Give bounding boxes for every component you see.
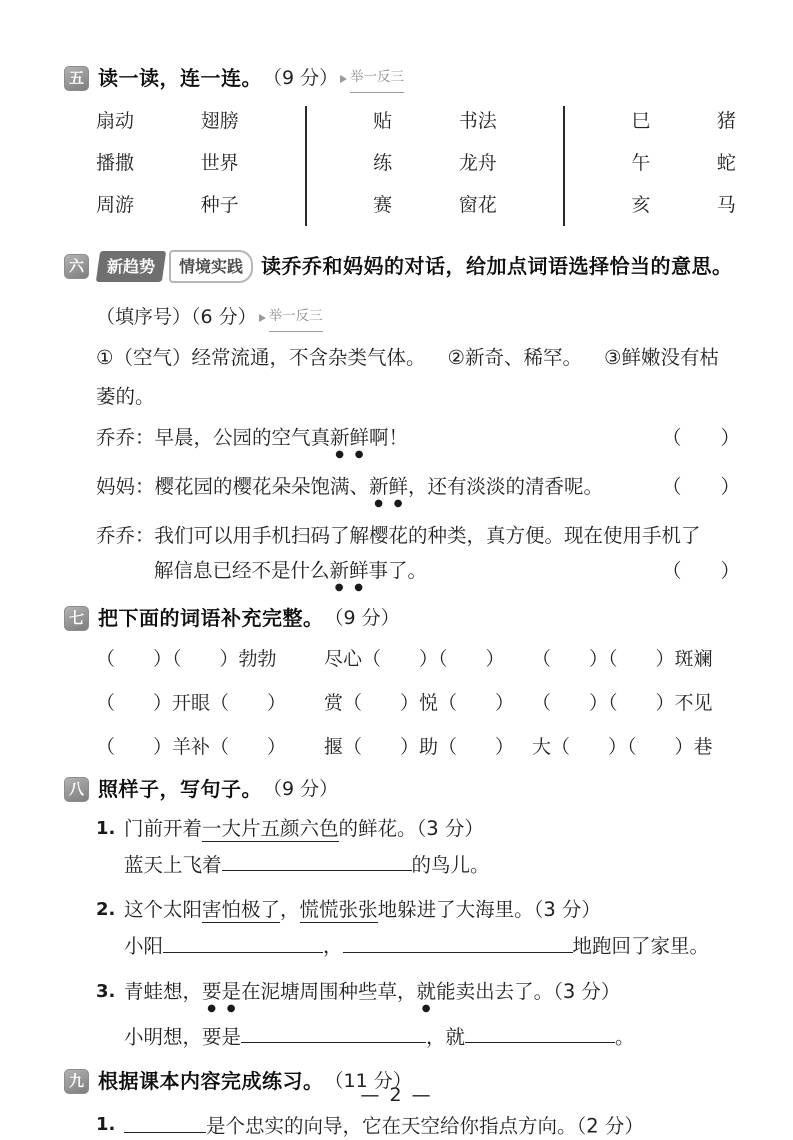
section-9-badge: 九 — [64, 1069, 89, 1094]
match-col-chars-left — [373, 108, 392, 219]
match-cell[interactable]: 巳 — [631, 110, 651, 132]
answer-blank[interactable]: （ ） — [661, 426, 740, 449]
emphasized-word: 新鲜 — [330, 426, 370, 449]
section-8-badge: 八 — [64, 777, 89, 802]
table-divider — [563, 106, 565, 226]
section-6-subtitle-line — [96, 303, 740, 332]
section-6-badge: 六 — [64, 254, 89, 279]
section-5-heading — [64, 64, 740, 93]
word-blank-item[interactable]: 赏（ ）悦（ ） — [324, 692, 515, 714]
word-row — [96, 734, 740, 761]
fill-blank[interactable] — [343, 931, 573, 952]
dialog-text-continued: 解信息已经不是什么新鲜事了。 （ ） — [154, 557, 740, 593]
word-row — [96, 646, 740, 673]
section-5-title: 读一读，连一连。 — [98, 66, 262, 90]
fill-blank[interactable] — [163, 931, 323, 952]
word-blank-item[interactable]: （ ）羊补（ ） — [96, 736, 287, 758]
dialog-line-2 — [96, 473, 740, 509]
meaning-options-wrap — [96, 379, 740, 414]
match-cell[interactable]: 贴 — [373, 110, 393, 132]
dialog-line-3 — [96, 522, 740, 593]
item-number: 1. — [96, 1114, 116, 1136]
page-number: — 2 — — [360, 1084, 433, 1106]
option-3: ③鲜嫩没有枯 — [603, 346, 719, 369]
fill-sentence-2: 小阳 ， 地跑回了家里。 — [124, 931, 740, 961]
option-3-continued: 萎的。 — [96, 385, 155, 408]
section-5-badge: 五 — [64, 66, 89, 91]
fill-blank[interactable] — [124, 1111, 206, 1132]
tag-label: 举一反三 — [350, 64, 404, 93]
item-number: 2. — [96, 899, 116, 921]
dialog-text: 乔乔：我们可以用手机扫码了解樱花的种类，真方便。现在使用手机了 — [96, 524, 701, 547]
arrow-right-icon — [259, 314, 266, 322]
match-col-words-right — [201, 108, 239, 219]
section-8-score: （9 分） — [263, 778, 339, 800]
section-5-score: （9 分） — [263, 67, 339, 89]
section-9-score: （11 分） — [324, 1070, 412, 1093]
arrow-right-icon — [340, 75, 347, 83]
answer-blank[interactable]: （ ） — [661, 559, 740, 582]
match-cell[interactable]: 马 — [716, 194, 736, 216]
section-7-badge: 七 — [64, 606, 89, 631]
word-blank-item[interactable]: （ ）（ ）斑斓 — [532, 648, 713, 670]
dialog-text: 乔乔：早晨，公园的空气真新鲜啊！ — [96, 426, 409, 449]
section-6-title: 读乔乔和妈妈的对话，给加点词语选择恰当的意思。 — [261, 254, 733, 278]
section-6-heading — [64, 250, 740, 283]
section-6-subtitle: （填序号）（6 分） — [96, 306, 257, 328]
match-cell[interactable]: 龙舟 — [458, 152, 497, 174]
match-cell[interactable]: 蛇 — [716, 152, 736, 174]
match-col-branches — [631, 108, 650, 219]
word-blank-item[interactable]: 大（ ）（ ）巷 — [532, 736, 713, 758]
match-cell[interactable]: 练 — [373, 152, 393, 174]
fill-question-1: 1. 是个忠实的向导，它在天空给你指点方向。（2 分） — [96, 1111, 740, 1139]
fill-blank[interactable] — [465, 1022, 615, 1043]
emphasized-word: 要是 — [202, 979, 242, 1003]
match-cell[interactable]: 窗花 — [458, 194, 497, 216]
context-practice-badge: 情境实践 — [169, 250, 253, 283]
match-cell[interactable]: 午 — [631, 152, 651, 174]
fill-sentence-1: 蓝天上飞着 的鸟儿。 — [124, 850, 740, 880]
underlined-phrase: 慌慌张张 — [299, 898, 378, 922]
section-8-title: 照样子，写句子。 — [98, 777, 262, 801]
matching-table — [96, 108, 736, 226]
emphasized-word: 新鲜 — [329, 559, 369, 582]
section-7-heading — [64, 605, 740, 632]
example-sentence-1: 1. 门前开着一大片五颜六色的鲜花。（3 分） — [96, 817, 484, 840]
underlined-phrase: 一大片五颜六色 — [202, 817, 339, 840]
option-1: ①（空气）经常流通，不含杂类气体。 — [96, 346, 426, 369]
word-blank-item[interactable]: 揠（ ）助（ ） — [324, 736, 515, 758]
fill-blank[interactable] — [241, 1022, 426, 1043]
meaning-options — [96, 340, 740, 375]
match-cell[interactable]: 翅膀 — [200, 110, 239, 132]
match-cell[interactable]: 赛 — [373, 194, 393, 216]
option-2: ②新奇、稀罕。 — [447, 346, 582, 369]
section-7-title: 把下面的词语补充完整。 — [98, 606, 324, 630]
example-sentence-2: 2. 这个太阳害怕极了，慌慌张张地躲进了大海里。（3 分） — [96, 898, 601, 922]
fill-blank[interactable] — [222, 850, 412, 871]
match-col-chars-right — [459, 108, 497, 219]
match-cell[interactable]: 书法 — [458, 110, 497, 132]
tag-label: 举一反三 — [269, 303, 323, 332]
tag-juyifansan[interactable] — [259, 303, 323, 332]
underlined-phrase: 害怕极了 — [202, 898, 281, 922]
tag-juyifansan[interactable] — [340, 64, 404, 93]
match-col-zodiac — [717, 108, 736, 219]
example-sentence-3: 3. 青蛙想，要是在泥塘周围种些草，就能卖出去了。（3 分） — [96, 978, 740, 1014]
fill-sentence-3: 小明想，要是 ，就 。 — [124, 1022, 740, 1052]
word-blank-item[interactable]: （ ）（ ）勃勃 — [96, 648, 277, 670]
match-col-words-left — [96, 108, 134, 219]
answer-blank[interactable]: （ ） — [661, 475, 740, 498]
match-cell[interactable]: 周游 — [96, 194, 135, 216]
item-number: 3. — [96, 980, 116, 1002]
table-divider — [305, 106, 307, 226]
match-cell[interactable]: 扇动 — [96, 110, 135, 132]
word-completion-grid — [96, 646, 740, 761]
match-cell[interactable]: 亥 — [631, 194, 651, 216]
word-blank-item[interactable]: （ ）（ ）不见 — [532, 692, 713, 714]
word-row — [96, 690, 740, 717]
item-number: 1. — [96, 818, 116, 839]
dialog-line-1 — [96, 424, 740, 460]
match-cell[interactable]: 种子 — [200, 194, 239, 216]
match-cell[interactable]: 猪 — [716, 110, 736, 132]
word-blank-item[interactable]: 尽心（ ）（ ） — [324, 648, 505, 670]
section-7-score: （9 分） — [324, 607, 400, 629]
section-8-heading — [64, 776, 740, 803]
emphasized-word: 新鲜 — [369, 475, 409, 498]
word-blank-item[interactable]: （ ）开眼（ ） — [96, 692, 287, 714]
dialog-text: 妈妈：樱花园的樱花朵朵饱满、新鲜，还有淡淡的清香呢。 — [96, 475, 604, 498]
new-trend-badge: 新趋势 — [96, 251, 166, 282]
section-9-title: 根据课本内容完成练习。 — [98, 1069, 324, 1094]
emphasized-word: 就 — [416, 979, 437, 1003]
match-cell[interactable]: 世界 — [200, 152, 239, 174]
match-cell[interactable]: 播撒 — [96, 152, 135, 174]
